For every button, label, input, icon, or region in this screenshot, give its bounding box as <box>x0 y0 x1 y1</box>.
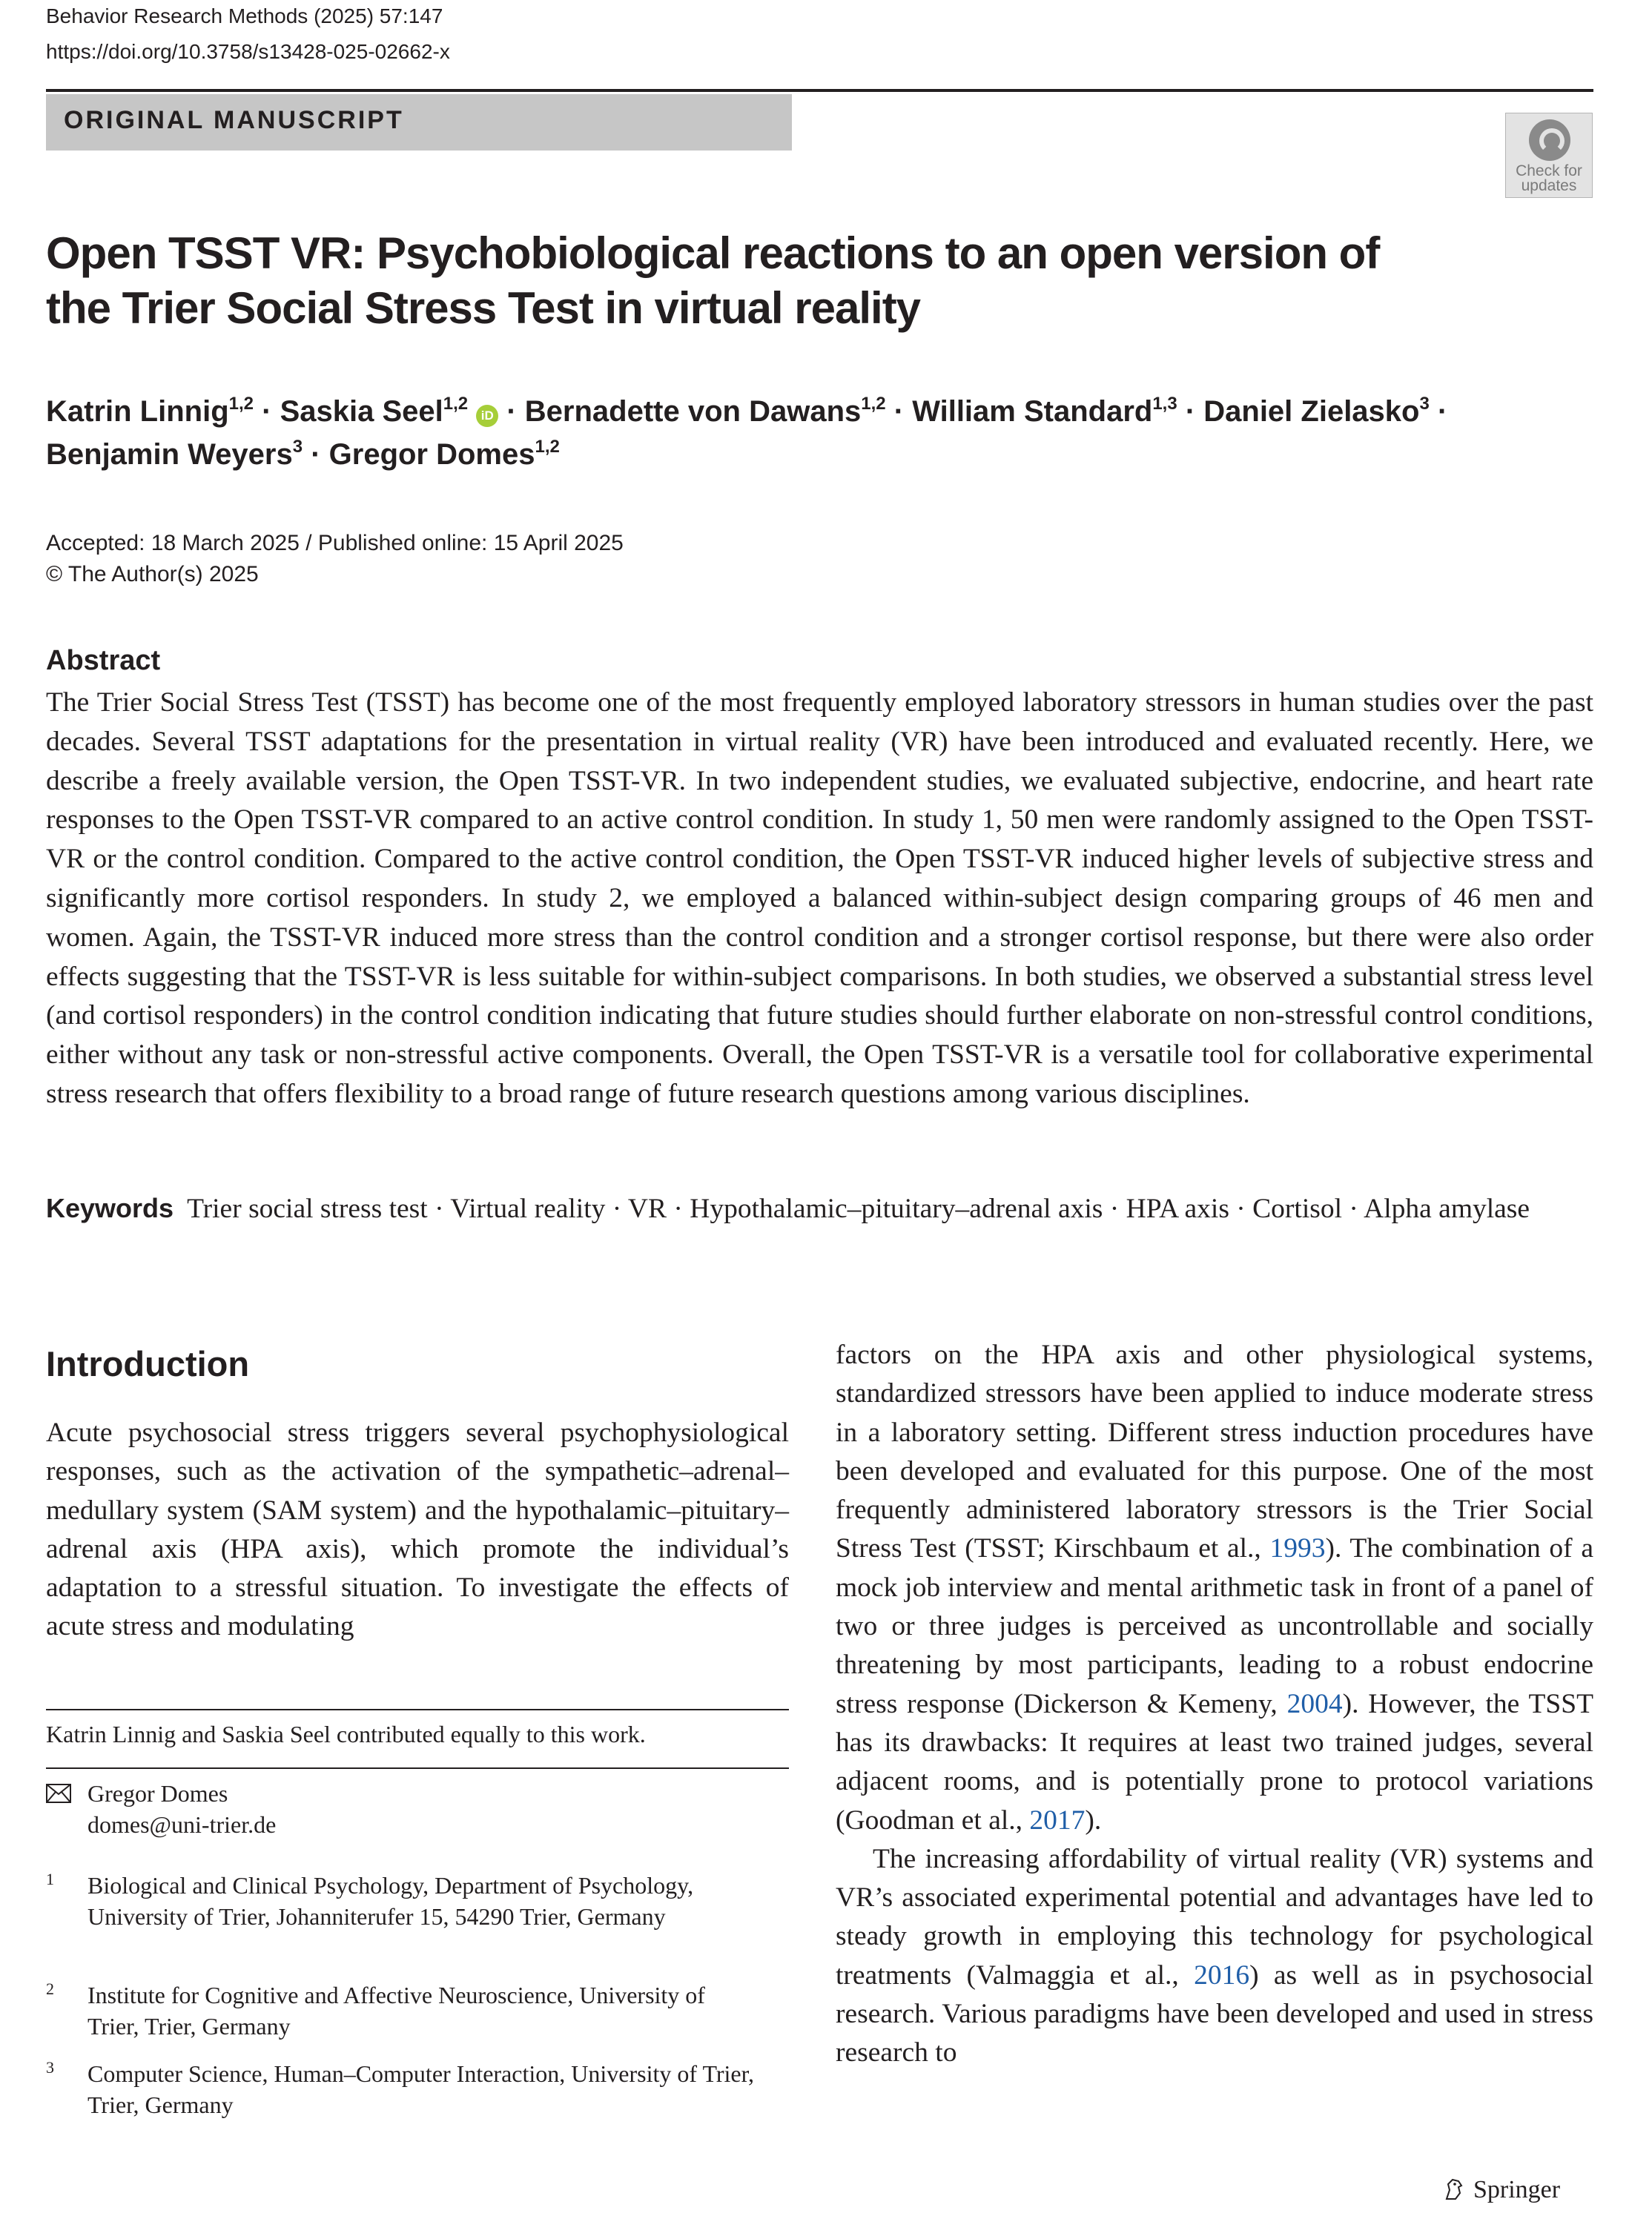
orcid-icon[interactable]: iD <box>476 405 498 427</box>
intro-paragraph: The increasing affordability of virtual reality (VR) systems and VR’s associated experimental potential and advantages have led to steady growth in employing this technology for psychological treatments (Valmaggia et al., 2016) as well as in psychosocial research. Various paradigms have been developed and used in stress research to <box>836 1843 1593 2068</box>
author-affiliation: 1,2 <box>535 437 560 457</box>
author-affiliation: 1,3 <box>1152 394 1177 414</box>
dates-line: Accepted: 18 March 2025 / Published online: 15 April 2025 <box>46 531 624 555</box>
intro-left-column <box>46 1414 789 1647</box>
author-name[interactable]: William Standard <box>912 395 1153 428</box>
author-affiliation: 1,2 <box>861 394 886 414</box>
copyright-line: © The Author(s) 2025 <box>46 562 259 586</box>
author-affiliation: 3 <box>292 437 303 457</box>
author-name[interactable]: Daniel Zielasko <box>1203 395 1420 428</box>
corresponding-author <box>46 1778 789 1845</box>
footnote-rule <box>46 1767 789 1769</box>
intro-paragraph: Acute psychosocial stress triggers several psychophysiological responses, such as the activation of the sympathetic–adrenal–medullary system (SAM system) and the hypothalamic–pituitary–adrenal axis (HPA axis), which promote the individual’s adaptation to a stressful situation. To investigate the effects of acute stress and modulating <box>46 1418 789 1642</box>
check-updates-label: Check for updates <box>1516 162 1582 194</box>
abstract-text: The Trier Social Stress Test (TSST) has become one of the most frequently employed laboratory stressors in human studies over the past decades. Several TSST adaptations for the presentation in virtual reality (VR) have been introduced and evaluated recently. Here, we describe a freely available version, the Open TSST-VR. In two independent studies, we evaluated subjective, endocrine, and heart rate responses to the Open TSST-VR compared to an active control condition. In study 1, 50 men were randomly assigned to the Open TSST-VR or the control condition. Compared to the active control condition, the Open TSST-VR induced higher levels of subjective stress and significantly more cortisol responders. In study 2, we employed a balanced within-subject design comparing groups of 46 men and women. Again, the TSST-VR induced more stress than the control condition and a stronger cortisol response, but there were also order effects suggesting that the TSST-VR is less suitable for within-subject comparisons. In both studies, we observed a substantial stress level (and cortisol responders) in the control condition indicating that future studies should further elaborate on non-stressful control conditions, either without any task or non-stressful active components. Overall, the Open TSST-VR is a versatile tool for collaborative experimental stress research that offers flexibility to a broad range of future research questions among various disciplines. <box>46 687 1593 1109</box>
equal-contribution-note: Katrin Linnig and Saskia Seel contributed equally to this work. <box>46 1721 646 1747</box>
citation-link[interactable]: 1993 <box>1269 1533 1326 1564</box>
publication-dates <box>46 528 624 590</box>
author-name[interactable]: Katrin Linnig <box>46 395 229 428</box>
citation-link[interactable]: 2004 <box>1286 1688 1343 1719</box>
section-banner-label: ORIGINAL MANUSCRIPT <box>64 106 404 134</box>
footnote-rule <box>46 1709 789 1710</box>
author-name[interactable]: Saskia Seel <box>280 395 443 428</box>
citation-link[interactable]: 2017 <box>1029 1805 1086 1836</box>
doi-link[interactable]: https://doi.org/10.3758/s13428-025-02662-x <box>46 40 450 63</box>
affiliation-item <box>46 2058 789 2125</box>
introduction-heading: Introduction <box>46 1344 250 1383</box>
author-name[interactable]: Benjamin Weyers <box>46 438 293 471</box>
affiliation-number: 2 <box>46 1979 54 1998</box>
intro-paragraph: factors on the HPA axis and other physiological systems, standardized stressors have been applied to induce moderate stress in a laboratory setting. Different stress induction procedures have been developed and evaluated for this purpose. One of the most frequently administered laboratory stressors is the Trier Social Stress Test (TSST; Kirschbaum et al., 1993). The combination of a mock job interview and mental arithmetic task in front of a panel of two or three judges is perceived as uncontrollable and socially threatening by most participants, leading to a robust endocrine stress response (Dickerson & Kemeny, 2004). However, the TSST has its drawbacks: It requires at least two trained judges, several adjacent rooms, and is potentially prone to protocol variations (Goodman et al., 2017). <box>836 1340 1593 1836</box>
author-name[interactable]: Gregor Domes <box>328 438 535 471</box>
affiliation-text: Computer Science, Human–Computer Interaction, University of Trier, Trier, Germany <box>87 2060 754 2118</box>
affiliation-item <box>46 1870 789 1966</box>
check-for-updates-badge[interactable] <box>1505 113 1593 198</box>
affiliation-item <box>46 1979 789 2046</box>
keywords-text: Trier social stress test · Virtual reality · VR · Hypothalamic–pituitary–adrenal axis · HPA axis · Cortisol · Alpha amylase <box>187 1194 1530 1224</box>
author-list: Katrin Linnig$^{1,2}$ · Saskia Seel$^{1,2}$ iD · Bernadette von Dawans$^{1,2}$ · William Standard$^{1,3}$ · Daniel Zielasko$^3$ · Benjamin Weyers$^3$ · Gregor Domes$^{1,2}$ <box>46 394 1448 471</box>
affiliation-number: 3 <box>46 2058 54 2077</box>
springer-horse-icon <box>1442 2177 1467 2202</box>
envelope-icon <box>46 1778 83 1810</box>
corresponding-email[interactable]: domes@uni-trier.de <box>87 1811 277 1838</box>
keywords-label: Keywords <box>46 1193 174 1223</box>
header-rule <box>46 89 1593 92</box>
affiliation-number: 1 <box>46 1870 54 1888</box>
author-name[interactable]: Bernadette von Dawans <box>524 395 862 428</box>
affiliation-text: Biological and Clinical Psychology, Department of Psychology, University of Trier, Johanniterufer 15, 54290 Trier, Germany <box>87 1872 694 1930</box>
citation-link[interactable]: 2016 <box>1194 1959 1250 1991</box>
check-updates-icon <box>1529 119 1570 161</box>
abstract-heading: Abstract <box>46 645 161 676</box>
corresponding-details <box>87 1778 755 1840</box>
intro-right-column <box>836 1336 1593 2073</box>
keywords <box>46 1189 1593 1229</box>
journal-citation: Behavior Research Methods (2025) 57:147 <box>46 4 443 27</box>
affiliation-text: Institute for Cognitive and Affective Neuroscience, University of Trier, Trier, Germany <box>87 1982 705 2040</box>
author-affiliation: 3 <box>1419 394 1430 414</box>
article-title: Open TSST VR: Psychobiological reactions to an open version of the Trier Social Stress Test in virtual reality <box>46 228 1380 333</box>
corresponding-name: Gregor Domes <box>87 1780 228 1807</box>
publisher-logo <box>1442 2174 1560 2206</box>
author-affiliation: 1,2 <box>443 394 469 414</box>
author-affiliation: 1,2 <box>228 394 254 414</box>
publisher-name: Springer <box>1473 2176 1561 2203</box>
